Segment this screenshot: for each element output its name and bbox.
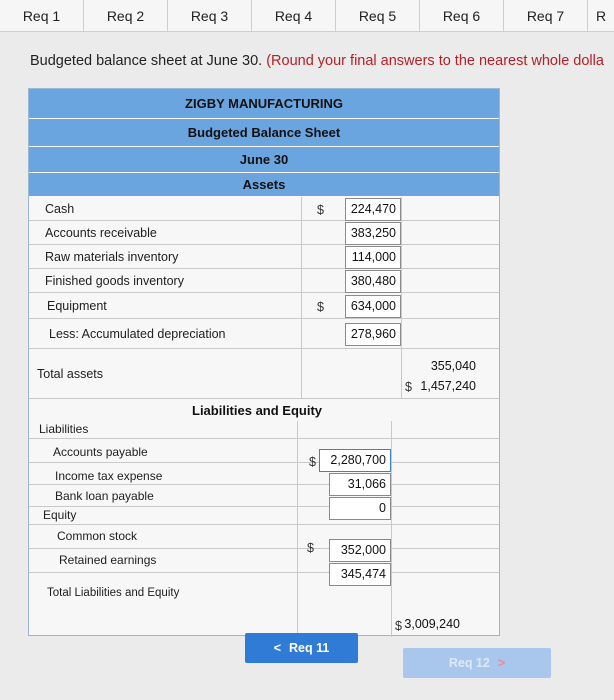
asset-row-cash — [29, 197, 499, 221]
cash-input[interactable]: 224,470 — [345, 198, 401, 221]
asset-row-raw-materials — [29, 245, 499, 269]
currency-symbol: $ — [317, 300, 324, 314]
chevron-right-icon: > — [497, 656, 506, 670]
chevron-left-icon: < — [273, 641, 281, 655]
raw-materials-input[interactable]: 114,000 — [345, 246, 401, 269]
equity-label: Equity — [43, 508, 77, 522]
requirement-tab-bar — [0, 0, 614, 32]
company-name: ZIGBY MANUFACTURING — [29, 89, 499, 119]
finished-goods-input[interactable]: 380,480 — [345, 270, 401, 293]
equity-label: Common stock — [57, 529, 138, 543]
currency-symbol: $ — [405, 380, 412, 394]
asset-label: Cash — [45, 202, 75, 216]
balance-sheet-form — [28, 88, 500, 636]
liabilities-label-row — [29, 421, 499, 439]
total-assets-input[interactable]: 1,457,240 — [420, 379, 476, 393]
asset-label: Finished goods inventory — [45, 274, 184, 288]
total-assets-row — [29, 349, 499, 399]
accounts-receivable-input[interactable]: 383,250 — [345, 222, 401, 245]
currency-symbol: $ — [317, 203, 324, 217]
liability-label: Bank loan payable — [55, 489, 154, 503]
equipment-net-input[interactable]: 355,040 — [430, 359, 476, 373]
tab-req-6[interactable]: Req 6 — [420, 0, 504, 32]
asset-label: Accounts receivable — [45, 226, 157, 240]
instruction-rounding-note: (Round your final answers to the nearest whole dolla — [266, 53, 604, 69]
equipment-input[interactable]: 634,000 — [345, 295, 401, 318]
asset-label: Equipment — [47, 299, 107, 313]
total-liabilities-equity-input[interactable]: 3,009,240 — [404, 617, 460, 631]
assets-heading: Assets — [29, 173, 499, 197]
accumulated-depreciation-input[interactable]: 278,960 — [345, 323, 401, 346]
equity-label: Retained earnings — [59, 553, 157, 567]
bank-loan-input[interactable]: 0 — [329, 497, 391, 520]
tab-req-next-partial[interactable]: R — [596, 8, 607, 24]
liability-label: Income tax expense — [55, 469, 163, 483]
next-req-button[interactable] — [403, 648, 551, 678]
previous-req-label: Req 11 — [289, 641, 330, 655]
asset-row-finished-goods — [29, 269, 499, 293]
tab-req-3[interactable]: Req 3 — [168, 0, 252, 32]
asset-label: Less: Accumulated depreciation — [49, 327, 226, 341]
total-assets-label: Total assets — [37, 367, 104, 381]
equity-label-row — [29, 507, 499, 525]
currency-symbol: $ — [395, 619, 402, 633]
retained-earnings-input[interactable]: 345,474 — [329, 563, 391, 586]
accounts-payable-input[interactable]: 2,280,700 — [319, 449, 391, 472]
previous-req-button[interactable] — [245, 633, 358, 663]
equity-row-retained-earnings — [29, 549, 499, 581]
asset-row-equipment — [29, 293, 499, 319]
liability-row-income-tax — [29, 463, 499, 491]
total-liabilities-equity-row — [29, 573, 499, 637]
liabilities-equity-heading: Liabilities and Equity — [192, 403, 323, 418]
total-liabilities-equity-label: Total Liabilities and Equity — [47, 587, 180, 599]
currency-symbol: $ — [309, 455, 316, 469]
tab-req-5[interactable]: Req 5 — [336, 0, 420, 32]
tab-req-7[interactable]: Req 7 — [504, 0, 588, 32]
liability-row-accounts-payable — [29, 439, 499, 469]
next-req-label: Req 12 — [448, 656, 490, 670]
tab-req-1[interactable]: Req 1 — [0, 0, 84, 32]
instruction-main: Budgeted balance sheet at June 30. — [30, 53, 263, 69]
asset-row-accounts-receivable — [29, 221, 499, 245]
statement-date: June 30 — [29, 147, 499, 173]
common-stock-input[interactable]: 352,000 — [329, 539, 391, 562]
tab-req-2[interactable]: Req 2 — [84, 0, 168, 32]
asset-label: Raw materials inventory — [45, 250, 179, 264]
income-tax-input[interactable]: 31,066 — [329, 473, 391, 496]
currency-symbol: $ — [307, 541, 314, 555]
asset-row-accumulated-depreciation — [29, 319, 499, 349]
instruction-text — [30, 53, 614, 69]
liability-label: Accounts payable — [53, 445, 148, 459]
equity-row-common-stock — [29, 525, 499, 557]
statement-title: Budgeted Balance Sheet — [29, 119, 499, 147]
tab-req-4[interactable]: Req 4 — [252, 0, 336, 32]
liabilities-label: Liabilities — [39, 422, 89, 436]
